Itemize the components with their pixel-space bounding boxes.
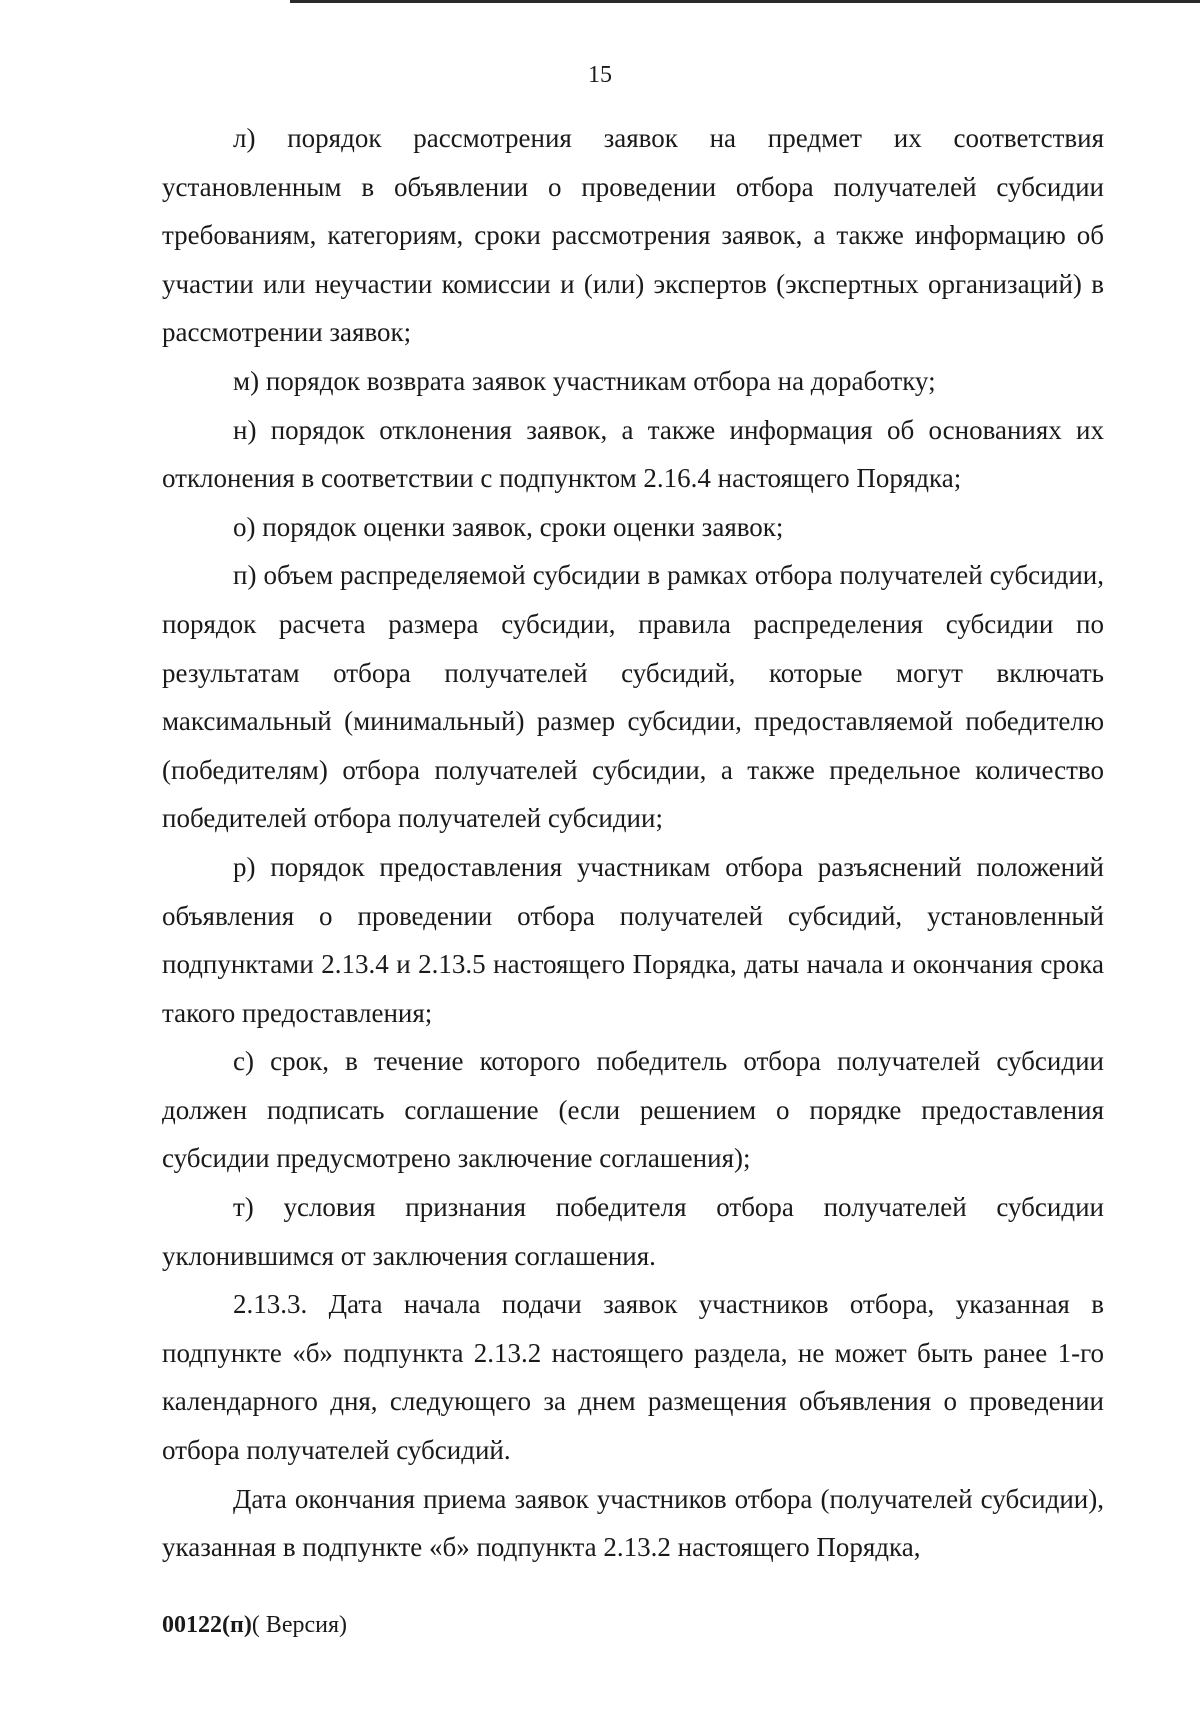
paragraph-r: р) порядок предоставления участникам отбора разъяснений положений объявления о проведении отбора получателей субсидий, установленный подпунктами 2.13.4 и 2.13.5 настоящего Порядка, даты начала и окончания срока такого предоставления; bbox=[162, 851, 1104, 1028]
document-body bbox=[162, 114, 1104, 1572]
document-footer bbox=[162, 1612, 347, 1639]
paragraph-m: м) порядок возврата заявок участникам отбора на доработку; bbox=[233, 365, 936, 396]
paragraph-n: н) порядок отклонения заявок, а также информация об основаниях их отклонения в соответствии с подпунктом 2.16.4 настоящего Порядка; bbox=[162, 414, 1104, 494]
paragraph-o: о) порядок оценки заявок, сроки оценки заявок; bbox=[233, 511, 784, 542]
paragraph-s: с) срок, в течение которого победитель отбора получателей субсидии должен подписать соглашение (если решением о порядке предоставления субсидии предусмотрено заключение соглашения); bbox=[162, 1046, 1104, 1174]
paragraph-end-date: Дата окончания приема заявок участников отбора (получателей субсидии), указанная в подпункте «б» подпункта 2.13.2 настоящего Порядка, bbox=[162, 1483, 1104, 1563]
document-version: ( Версия) bbox=[251, 1612, 347, 1638]
paragraph-t: т) условия признания победителя отбора получателей субсидии уклонившимся от заключения соглашения. bbox=[162, 1192, 1104, 1271]
page-number: 15 bbox=[588, 62, 612, 88]
paragraph-p: п) объем распределяемой субсидии в рамках отбора получателей субсидии, порядок расчета размера субсидии, правила распределения субсидии по результатам отбора получателей субсидий, которые могут включать максимальный (минимальный) размер субсидии, предоставляемой победителю (победителям) отбора получателей субсидии, а также предельное количество победителей отбора получателей субсидии; bbox=[162, 560, 1104, 834]
top-rule bbox=[290, 0, 1200, 3]
document-code: 00122(п) bbox=[162, 1612, 252, 1638]
paragraph-l: л) порядок рассмотрения заявок на предмет их соответствия установленным в объявлении о проведении отбора получателей субсидии требованиям, категориям, сроки рассмотрения заявок, а также информацию об участии или неучастии комиссии и (или) экспертов (экспертных организаций) в рассмотрении заявок; bbox=[162, 123, 1104, 348]
paragraph-2-13-3: 2.13.3. Дата начала подачи заявок участников отбора, указанная в подпункте «б» подпункта 2.13.2 настоящего раздела, не может быть ранее 1-го календарного дня, следующего за днем размещения объявления о проведении отбора получателей субсидий. bbox=[162, 1289, 1104, 1466]
